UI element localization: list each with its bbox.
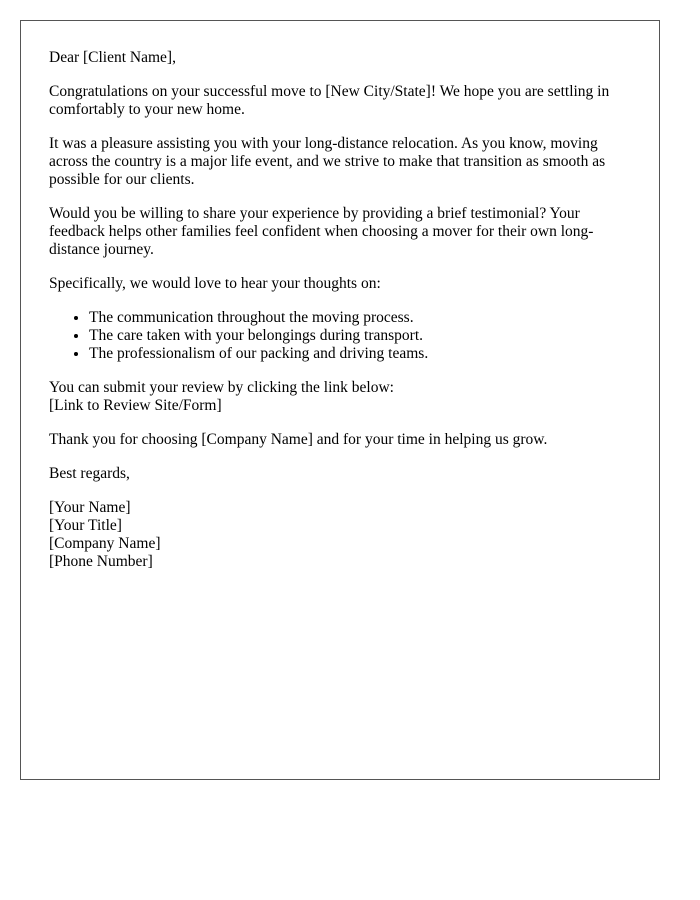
thanks-paragraph: Thank you for choosing [Company Name] and for your time in helping us grow. [49,431,548,448]
review-link: [Link to Review Site/Form] [49,397,222,414]
review-section [49,379,639,415]
letter-body [49,49,639,571]
list-item: • The care taken with your belongings during transport. [89,327,639,345]
paragraph-relocation: It was a pleasure assisting you with your long-distance relocation. As you know, moving across the country is a major life event, and we strive to make that transition as smooth as possible for our clients. [49,135,606,188]
review-prompt: You can submit your review by clicking the link below: [49,379,394,396]
signature-phone: [Phone Number] [49,553,153,570]
closing: Best regards, [49,465,130,482]
paragraph-topics-intro: Specifically, we would love to hear your thoughts on: [49,275,381,292]
signature-block [49,499,639,571]
list-item: • The communication throughout the moving process. [89,309,639,327]
paragraph-congratulations: Congratulations on your successful move to [New City/State]! We hope you are settling in comfortably to your new home. [49,83,610,118]
signature-company: [Company Name] [49,535,161,552]
list-item: • The professionalism of our packing and driving teams. [89,345,639,363]
paragraph-testimonial-request: Would you be willing to share your experience by providing a brief testimonial? Your feedback helps other families feel confident when choosing a mover for their own long-distance journey. [49,205,594,258]
salutation: Dear [Client Name], [49,49,176,66]
letter-page [20,20,660,780]
signature-title: [Your Title] [49,517,122,534]
topics-list [49,309,639,363]
signature-name: [Your Name] [49,499,131,516]
